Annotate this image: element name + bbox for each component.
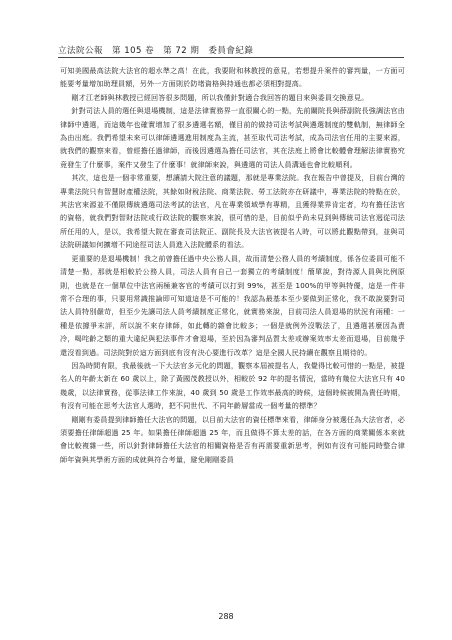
paragraph-3: 針對司法人員的選任與退場機制，這是法律實務界一直很關心的一點，先前關院長與薛副院長強調法官由律師中遴選，而這幾年也確實增加了很多遴選名額，僅目前的做持司法考試與遴選制度的雙軌制，無律師全為由出庭。我們希望未來可以律師遴選進用制度為主流，甚至取代司法考試，成為司法官任用的主要來源，就我們的觀察來看，曾經擔任過律師，而後因遴選為擔任司法官，其在法庭上將會比較體會理解法律實務究竟發生了什麼事，案件又發生了什麼事！就律師來說，與遴選的司法人員溝通也會比較順利。 bbox=[60, 106, 405, 169]
paragraph-4: 其次，這也是一個非常重要，想讓請大院注意的議題，那就是專業法院。我在報告中曾提及，目前台灣的專業法院只有智慧財產權法院，其餘如財稅法院、商業法院、勞工法院亦在研議中，專業法院的特點在於，其法官來源並不僅限傳統遴選司法考試的法官，凡在專業領域學有專精，且獲得業界肯定者，均有擔任法官的資格，就我們對智財法院或行政法院的觀察來說，很可惜的是，目前似乎尚未見到與傳統司法官迥從司法所任用的人，是以，我希望大院在審查司法院正、副院長及大法官被提名人時，可以將此觀點帶到，並與司法院研議如何擴增不同途徑司法人員進入法院體系的看法。 bbox=[60, 173, 405, 250]
paragraph-1: 可知美國最高法院大法官的超水準之高！在此，我要附和林教授的意見，若想提升案件的審判量，一方面可能要考量增加助理員額，另外一方面則於防堵資格與持通也都必須相對提高。 bbox=[60, 66, 405, 89]
page-number: 288 bbox=[218, 612, 234, 621]
paragraph-7: 剛剛有委員提到律師擔任大法官的問題，以目前大法官的資任標準來看，律師身分被選任為大法官者，必須要擔任律師超過 25 年。如果擔任律師超過 25 年，而且做得不算太差的話，在各方面的商業關係本來就會比較複雜一些，所以針對律師擔任大法官的相關資格是否有再需要重新思考，例如有沒有可能同時整合律師年資與其學術方面的成就與符合考量，避免剛剛委員 bbox=[60, 414, 405, 464]
paragraph-2: 剛才江老師與林教授已經回答很多問題，所以我僅針對適合我回答的題目來與委員交換意見。 bbox=[71, 92, 369, 102]
header-rule bbox=[58, 57, 404, 58]
document-body bbox=[60, 64, 405, 604]
paragraph-5: 更重要的是退場機制！我之前曾擔任過中央公務人員，故而清楚公務人員的考績制度，係各位委員可能不清楚一點，那就是相較於公務人員，司法人員有自己一套獨立的考績制度！簡單說，對待源人員與比例原則，也就是在一個單位中法官兩極兼客官的考績可以打到 99%，甚至是 100%的甲等與特優，這是一件非常不合理的事，只要用常識推論即可知道這是不可能的！我認為最基本至少要做到正常化，我不敢說要對司法人員特別嚴苛，但至少先讓司法人員考績制度正常化，就實務來說，目前司法人員退場的狀況有兩種：一種是依據爭末評，所以說不來存律師，如此轉的雜會比較多；一個是就例外沒戰法了，且遴選甚麼因為責冷，喝咤齡之類的重大違紀與犯法事件才會退場，至於因為審判品質太差或辦案效率太差而退場，目前幾乎還沒看到過。司法院對於這方面到底有沒有決心要進行改革？這是全國人民持續在觀察且期待的。 bbox=[60, 253, 405, 357]
paragraph-6: 因為時間有限，我最後就一下大法官多元化的問題，觀察本屆被提名人，我覺得比較可惜的一點是，被提名人的年齡太新在 60 歲以上，除了黃國茂教授以外，相較於 92 年的提名情況，當時有幾位大法官只有 40 幾歲，以法律實務，從事法律工作來說，40 歲到 50 歲是工作效率最高的時候，這個時候被開為貴任時期，有沒有可能在思考大法官人選時，把不同世代、不同年齡層當成一個考量的標準？ bbox=[60, 360, 405, 411]
gazette-header: 立法院公報 第 105 卷 第 72 期 委員會紀錄 bbox=[58, 46, 254, 56]
